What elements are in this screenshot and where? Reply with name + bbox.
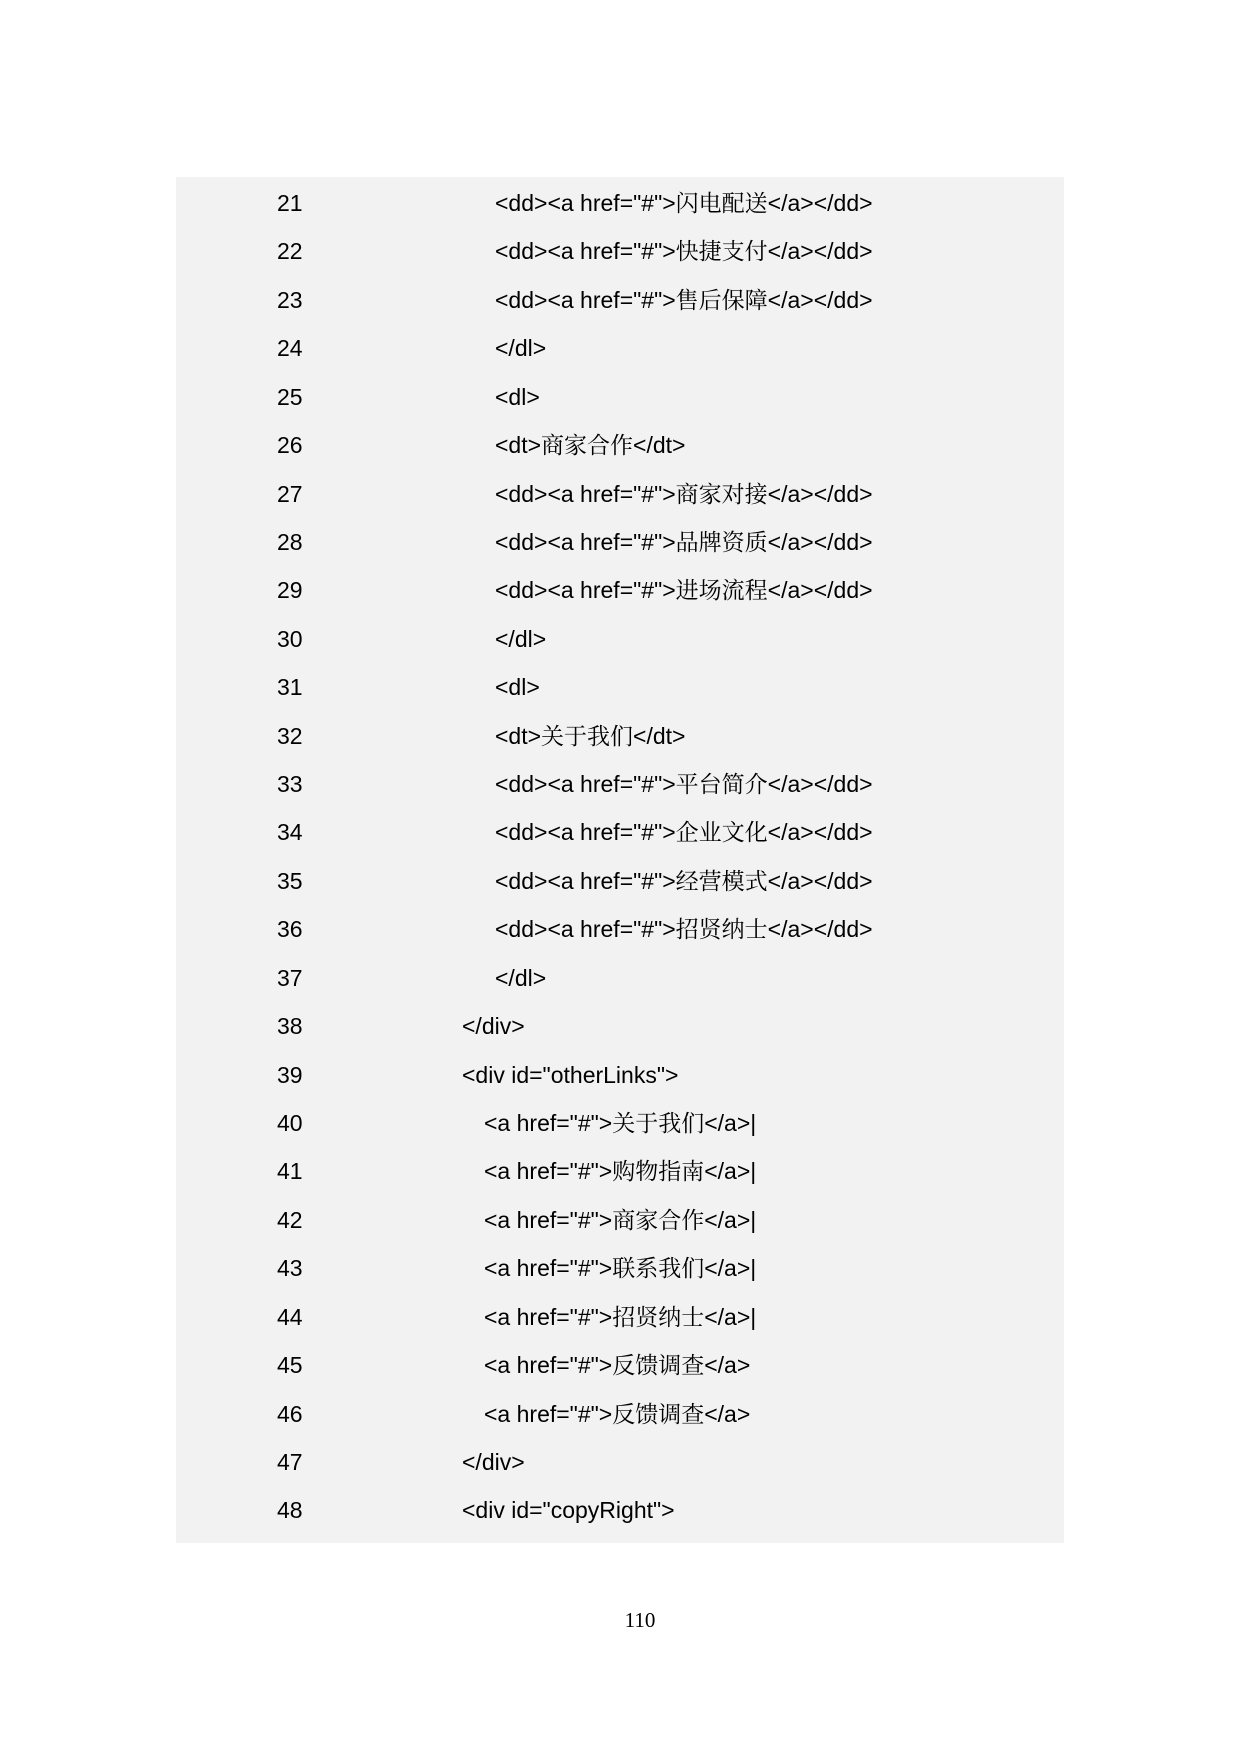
code-lines: [176, 179, 1064, 1535]
line-number: 31: [277, 674, 303, 701]
code-text: <dd><a href="#">企业文化</a></dd>: [495, 819, 873, 846]
code-line-row: [176, 1002, 1064, 1050]
code-line-row: [176, 615, 1064, 663]
code-text: <a href="#">招贤纳士</a>|: [484, 1303, 757, 1330]
code-text: <div id="copyRight">: [462, 1497, 675, 1524]
code-line-row: [176, 1293, 1064, 1341]
code-text: <dd><a href="#">经营模式</a></dd>: [495, 867, 873, 894]
line-number: 43: [277, 1255, 303, 1282]
code-line-row: [176, 1486, 1064, 1534]
line-number: 25: [277, 383, 303, 410]
line-number: 39: [277, 1061, 303, 1088]
code-line-row: [176, 518, 1064, 566]
line-number: 46: [277, 1400, 303, 1427]
code-text: </dl>: [495, 964, 547, 991]
code-text: <a href="#">商家合作</a>|: [484, 1206, 757, 1233]
line-number: 44: [277, 1303, 303, 1330]
page-number: 110: [624, 1608, 656, 1632]
line-number: 36: [277, 916, 303, 943]
line-number: 40: [277, 1110, 303, 1137]
code-text: </div>: [462, 1448, 525, 1475]
code-text: <div id="otherLinks">: [462, 1061, 679, 1088]
code-text: <dd><a href="#">商家对接</a></dd>: [495, 480, 873, 507]
code-line-row: [176, 857, 1064, 905]
line-number: 45: [277, 1352, 303, 1379]
code-line-row: [176, 1341, 1064, 1389]
line-number: 33: [277, 771, 303, 798]
line-number: 35: [277, 867, 303, 894]
code-line-row: [176, 760, 1064, 808]
code-line-row: [176, 421, 1064, 469]
line-number: 38: [277, 1013, 303, 1040]
line-number: 34: [277, 819, 303, 846]
code-text: <dl>: [495, 674, 540, 701]
line-number: 29: [277, 577, 303, 604]
code-line-row: [176, 1147, 1064, 1195]
code-text: <dl>: [495, 383, 540, 410]
code-line-row: [176, 179, 1064, 227]
code-line-row: [176, 1099, 1064, 1147]
code-text: <dd><a href="#">售后保障</a></dd>: [495, 286, 873, 313]
code-line-row: [176, 566, 1064, 614]
code-line-row: [176, 954, 1064, 1002]
code-text: <dt>关于我们</dt>: [495, 722, 686, 749]
line-number: 41: [277, 1158, 303, 1185]
code-text: </dl>: [495, 625, 547, 652]
code-line-row: [176, 276, 1064, 324]
code-text: <a href="#">反馈调查</a>: [484, 1352, 751, 1379]
line-number: 22: [277, 238, 303, 265]
line-number: 47: [277, 1448, 303, 1475]
code-line-row: [176, 324, 1064, 372]
code-text: <a href="#">联系我们</a>|: [484, 1255, 757, 1282]
line-number: 32: [277, 722, 303, 749]
code-line-row: [176, 905, 1064, 953]
line-number: 30: [277, 625, 303, 652]
line-number: 28: [277, 528, 303, 555]
code-line-row: [176, 1438, 1064, 1486]
code-line-row: [176, 663, 1064, 711]
line-number: 42: [277, 1206, 303, 1233]
line-number: 23: [277, 286, 303, 313]
code-line-row: [176, 227, 1064, 275]
line-number: 21: [277, 190, 303, 216]
code-line-row: [176, 1051, 1064, 1099]
code-line-row: [176, 808, 1064, 856]
code-text: <a href="#">反馈调查</a>: [484, 1400, 751, 1427]
code-text: <dd><a href="#">进场流程</a></dd>: [495, 577, 873, 604]
code-text: <a href="#">购物指南</a>|: [484, 1158, 757, 1185]
line-number: 27: [277, 480, 303, 507]
code-line-row: [176, 470, 1064, 518]
code-line-row: [176, 1196, 1064, 1244]
code-line-row: [176, 1390, 1064, 1438]
line-number: 48: [277, 1497, 303, 1524]
code-listing: [176, 177, 1064, 1543]
code-text: <dd><a href="#">招贤纳士</a></dd>: [495, 916, 873, 943]
code-text: <dd><a href="#">闪电配送</a></dd>: [495, 190, 873, 216]
code-line-row: [176, 712, 1064, 760]
code-line-row: [176, 373, 1064, 421]
code-text: <dd><a href="#">快捷支付</a></dd>: [495, 238, 873, 265]
line-number: 37: [277, 964, 303, 991]
line-number: 24: [277, 335, 303, 362]
code-text: </div>: [462, 1013, 525, 1040]
code-text: </dl>: [495, 335, 547, 362]
code-text: <a href="#">关于我们</a>|: [484, 1110, 757, 1137]
code-text: <dd><a href="#">品牌资质</a></dd>: [495, 528, 873, 555]
code-line-row: [176, 1244, 1064, 1292]
code-text: <dd><a href="#">平台简介</a></dd>: [495, 771, 873, 798]
line-number: 26: [277, 432, 303, 459]
code-text: <dt>商家合作</dt>: [495, 432, 686, 459]
